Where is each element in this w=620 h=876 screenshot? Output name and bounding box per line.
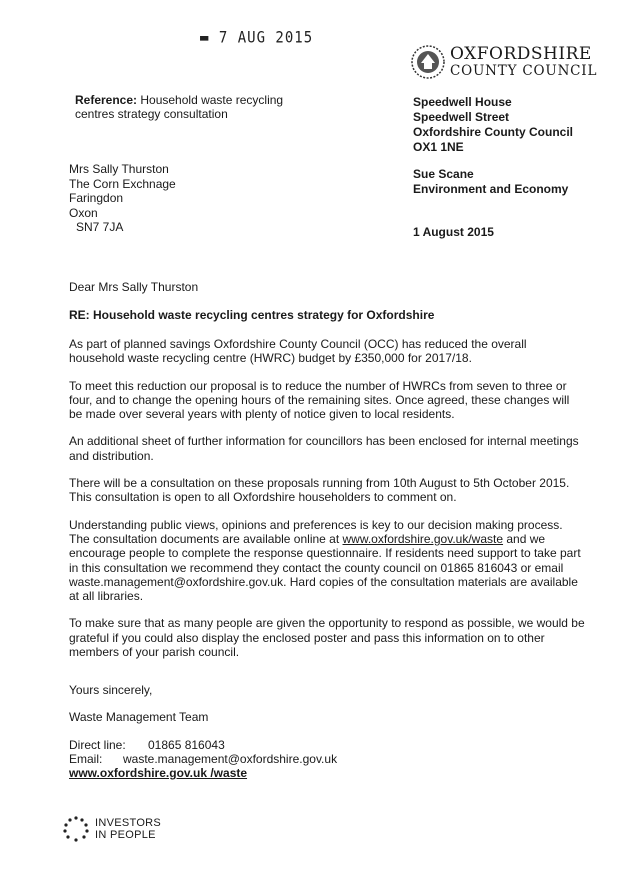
council-crest-icon xyxy=(410,44,446,80)
paragraph-text: Understanding public views, opinions and preferences is key to our decision making process. The consultation documents are available online at xyxy=(69,517,563,546)
email-row xyxy=(69,752,469,766)
paragraph: There will be a consultation on these proposals running from 10th August to 5th October 2015. This consultation is open to all Oxfordshire householders to comment on. xyxy=(69,476,570,505)
paragraph: As part of planned savings Oxfordshire County Council (OCC) has reduced the overall household waste recycling centre (HWRC) budget by £350,000 for 2017/18. xyxy=(69,337,527,366)
direct-line-row xyxy=(69,738,469,752)
logo-line-2: COUNTY COUNCIL xyxy=(450,63,598,79)
contact-dept: Environment and Economy xyxy=(413,182,569,196)
direct-line-label: Direct line: xyxy=(69,737,126,752)
reference-label: Reference: xyxy=(75,93,138,107)
closing: Yours sincerely, xyxy=(69,683,153,697)
website-link[interactable]: www.oxfordshire.gov.uk /waste xyxy=(69,766,248,781)
sender-address-line: Speedwell House xyxy=(413,95,512,109)
recipient-line: Faringdon xyxy=(69,191,124,205)
email-value[interactable]: waste.management@oxfordshire.gov.uk xyxy=(123,751,338,766)
council-logo xyxy=(410,44,597,80)
date-received-stamp: ▬ 7 AUG 2015 xyxy=(200,28,314,48)
recipient-line: Oxon xyxy=(69,205,98,220)
reference-text: Household waste recycling centres strategy consultation xyxy=(75,93,284,121)
laurel-wreath-icon xyxy=(62,815,90,843)
paragraph: To meet this reduction our proposal is to reduce the number of HWRCs from seven to three or four, and to change the opening hours of the remaining sites. Once agreed, these changes will be made over several years with plenty of notice given to local residents. xyxy=(69,378,570,422)
salutation: Dear Mrs Sally Thurston xyxy=(69,280,199,294)
signature-block xyxy=(69,683,469,780)
iip-line-1: INVESTORS xyxy=(95,817,162,829)
recipient-address xyxy=(69,162,176,235)
paragraph: To make sure that as many people are given the opportunity to respond as possible, we would be grateful if you could also display the enclosed poster and pass this information on to other members of your parish council. xyxy=(69,616,585,660)
paragraph xyxy=(69,518,585,604)
investors-in-people-logo xyxy=(62,815,161,843)
email-label: Email: xyxy=(69,751,103,766)
contact-name: Sue Scane xyxy=(413,167,474,181)
consultation-link[interactable]: www.oxfordshire.gov.uk/waste xyxy=(342,531,504,546)
logo-line-1: OXFORDSHIRE xyxy=(450,44,592,64)
signatory: Waste Management Team xyxy=(69,710,209,725)
sender-address-line: Oxfordshire County Council xyxy=(413,125,574,139)
paragraph-text: and we encourage people to complete the response questionnaire. If residents need support to take part in this consultation we recommend they contact the county council on 01865 816043 or email waste.management@oxfordshire.gov.uk. Hard copies of the consultation materials are available at all libraries. xyxy=(69,531,581,604)
recipient-line: The Corn Exchnage xyxy=(69,176,176,191)
letter-body xyxy=(69,337,585,672)
iip-line-2: IN PEOPLE xyxy=(95,829,156,841)
recipient-line: SN7 7JA xyxy=(76,220,124,234)
sender-address-line: OX1 1NE xyxy=(413,140,464,154)
subject-line: RE: Household waste recycling centres strategy for Oxfordshire xyxy=(69,308,435,322)
reference-block xyxy=(75,93,315,121)
direct-line-value: 01865 816043 xyxy=(148,737,225,752)
letter-date: 1 August 2015 xyxy=(413,225,494,239)
paragraph: An additional sheet of further information for councillors has been enclosed for internal meetings and distribution. xyxy=(69,434,579,463)
recipient-line: Mrs Sally Thurston xyxy=(69,162,169,176)
sender-address xyxy=(413,95,573,155)
sender-address-line: Speedwell Street xyxy=(413,110,510,124)
contact-block xyxy=(413,167,568,197)
